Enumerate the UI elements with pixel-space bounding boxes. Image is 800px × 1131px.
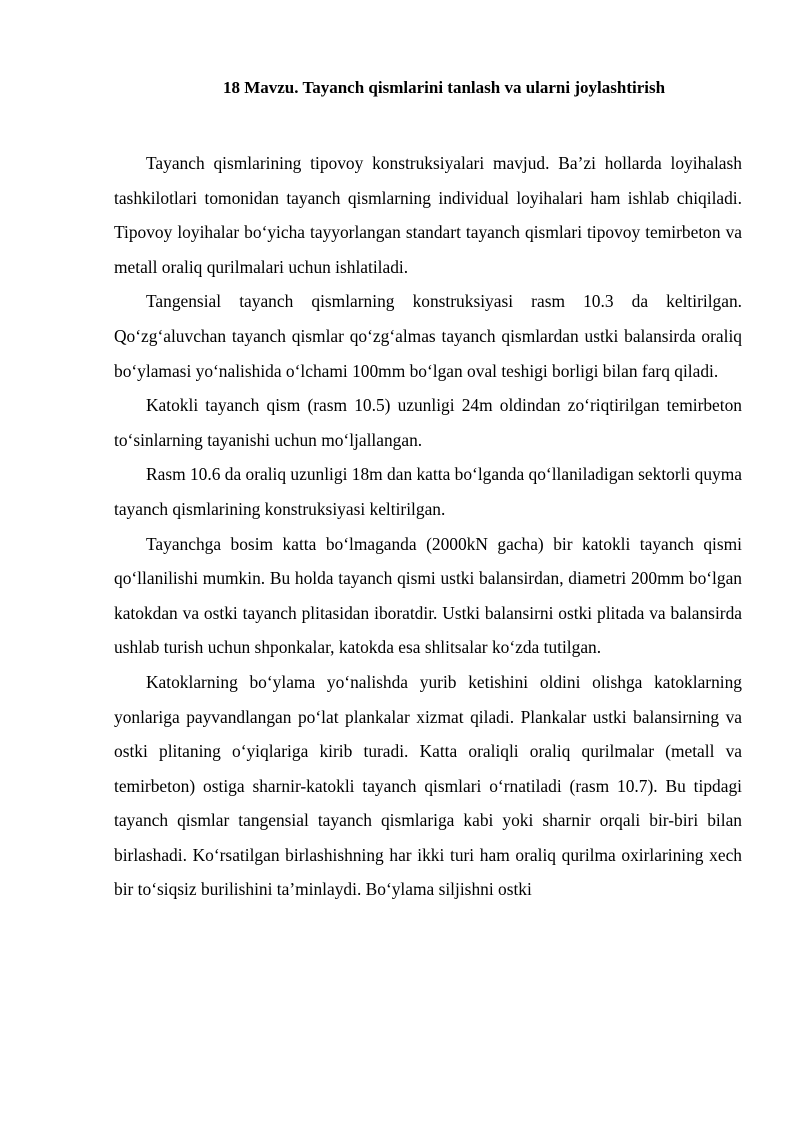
paragraph-6: Katoklarning bo‘ylama yo‘nalishda yurib ketishini oldini olishga katoklarning yonlariga payvandlangan po‘lat plankalar xizmat qiladi. Plankalar ustki balansirning va ostki plitaning o‘yiqlariga kirib turadi. Katta oraliqli oraliq qurilmalar (metall va temirbeton) ostiga sharnir-katokli tayanch qismlari o‘rnatiladi (rasm 10.7). Bu tipdagi tayanch qismlar tangensial tayanch qismlariga kabi yoki sharnir orqali bir-biri bilan birlashadi. Ko‘rsatilgan birlashishning har ikki turi ham oraliq qurilma oxirlarining xech bir to‘siqsiz burilishini ta’minlaydi. Bo‘ylama siljishni ostki bbox=[114, 671, 742, 900]
paragraph-3: Katokli tayanch qism (rasm 10.5) uzunligi 24m oldindan zo‘riqtirilgan temirbeton to‘sinlarning tayanishi uchun mo‘ljallangan. bbox=[114, 395, 742, 450]
body-text bbox=[114, 146, 742, 907]
paragraph-5: Tayanchga bosim katta bo‘lmaganda (2000kN gacha) bir katokli tayanch qismi qo‘llanilishi mumkin. Bu holda tayanch qismi ustki balansirdan, diametri 200mm bo‘lgan katokdan va ostki tayanch plitasidan iboratdir. Ustki balansirni ostki plitada va balansirda ushlab turish uchun shponkalar, katokda esa shlitsalar ko‘zda tutilgan. bbox=[114, 533, 742, 658]
paragraph-4: Rasm 10.6 da oraliq uzunligi 18m dan katta bo‘lganda qo‘llaniladigan sektorli quyma tayanch qismlarining konstruksiyasi keltirilgan. bbox=[114, 464, 742, 519]
paragraph-2: Tangensial tayanch qismlarning konstruksiyasi rasm 10.3 da keltirilgan. Qo‘zg‘aluvchan tayanch qismlar qo‘zg‘almas tayanch qismlardan ustki balansirda oraliq bo‘ylamasi yo‘nalishida o‘lchami 100mm bo‘lgan oval teshigi borligi bilan farq qiladi. bbox=[114, 291, 742, 381]
paragraph-1: Tayanch qismlarining tipovoy konstruksiyalari mavjud. Ba’zi hollarda loyihalash tashkilotlari tomonidan tayanch qismlarning individual loyihalari ham ishlab chiqiladi. Tipovoy loyihalar bo‘yicha tayyorlangan standart tayanch qismlari tipovoy temirbeton va metall oraliq qurilmalari uchun ishlatiladi. bbox=[114, 153, 742, 277]
page-title: 18 Mavzu. Tayanch qismlarini tanlash va ularni joylashtirish bbox=[222, 78, 666, 97]
